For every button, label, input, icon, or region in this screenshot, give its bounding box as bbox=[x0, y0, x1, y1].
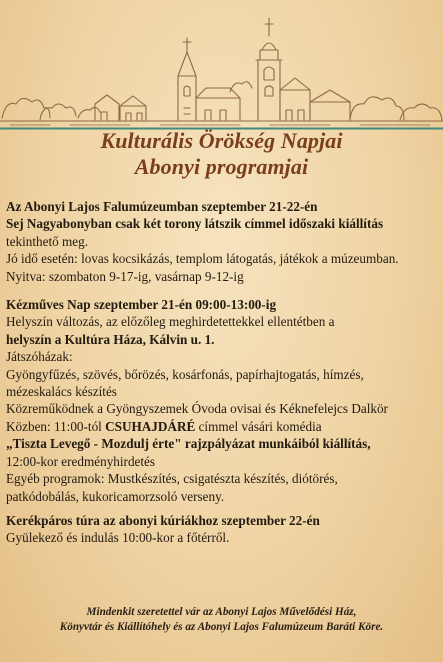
venue-address: helyszín a Kultúra Háza, Kálvin u. 1. bbox=[6, 331, 215, 347]
footer-line-1: Mindenkit szeretettel vár az Abonyi Lajos Művelődési Ház, bbox=[86, 606, 357, 618]
comedy-time: Közben: 11:00-tól bbox=[6, 418, 106, 434]
contest-title: „Tiszta Levegő - Mozdulj érte" rajzpályázat munkáiból kiállítás, bbox=[6, 436, 371, 452]
bike-meeting: Gyülekező és indulás 10:00-kor a főtérről. bbox=[6, 530, 230, 546]
footer-line-2: Könyvtár és Kiállítóhely és az Abonyi Lajos Falumúzeum Baráti Köre. bbox=[59, 620, 384, 633]
workshops-list: Gyöngyfűzés, szövés, bőrözés, kosárfonás, papírhajtogatás, hímzés, bbox=[6, 366, 364, 382]
page-title: Kulturális Örökség Napjai bbox=[100, 128, 343, 153]
bike-heading: Kerékpáros túra az abonyi kúriákhoz szeptember 22-én bbox=[6, 512, 320, 528]
bike-section bbox=[6, 512, 442, 547]
comedy-title: CSUHAJDÁRÉ bbox=[105, 418, 196, 434]
workshops-list-cont: mézeskalács készítés bbox=[6, 384, 117, 400]
opening-hours: Nyitva: szombaton 9-17-ig, vasárnap 9-12-ig bbox=[6, 268, 244, 284]
museum-section bbox=[6, 198, 442, 285]
contest-result: 12:00-kor eredményhirdetés bbox=[6, 453, 156, 469]
program-list bbox=[6, 198, 442, 547]
organizers-footer bbox=[0, 605, 443, 634]
page-subtitle: Abonyi programjai bbox=[134, 154, 309, 179]
crafts-section bbox=[6, 296, 442, 505]
exhibit-text: tekinthető meg. bbox=[6, 233, 89, 249]
other-programs-cont: patkódobálás, kukoricamorzsoló verseny. bbox=[6, 488, 225, 504]
crafts-heading: Kézműves Nap szeptember 21-én 09:00-13:00-ig bbox=[6, 297, 277, 313]
comedy-line bbox=[6, 418, 442, 435]
exhibit-title: Sej Nagyabonyban csak két torony látszik címmel időszaki kiállítás bbox=[6, 216, 384, 232]
helpers-text: Közreműködnek a Gyöngyszemek Óvoda ovisai és Kéknefelejcs Dalkör bbox=[6, 401, 388, 417]
comedy-desc: címmel vásári komédia bbox=[195, 418, 322, 434]
venue-change-text: Helyszín változás, az előzőleg meghirdetettekkel ellentétben a bbox=[6, 314, 335, 330]
museum-heading: Az Abonyi Lajos Falumúzeumban szeptember 21-22-én bbox=[6, 199, 318, 214]
other-programs: Egyéb programok: Mustkészítés, csigatészta készítés, diótörés, bbox=[6, 471, 338, 487]
town-skyline-illustration bbox=[0, 0, 443, 130]
workshops-label: Játszóházak: bbox=[6, 349, 73, 365]
good-weather-text: Jó idő esetén: lovas kocsikázás, templom látogatás, játékok a múzeumban. bbox=[6, 251, 399, 267]
